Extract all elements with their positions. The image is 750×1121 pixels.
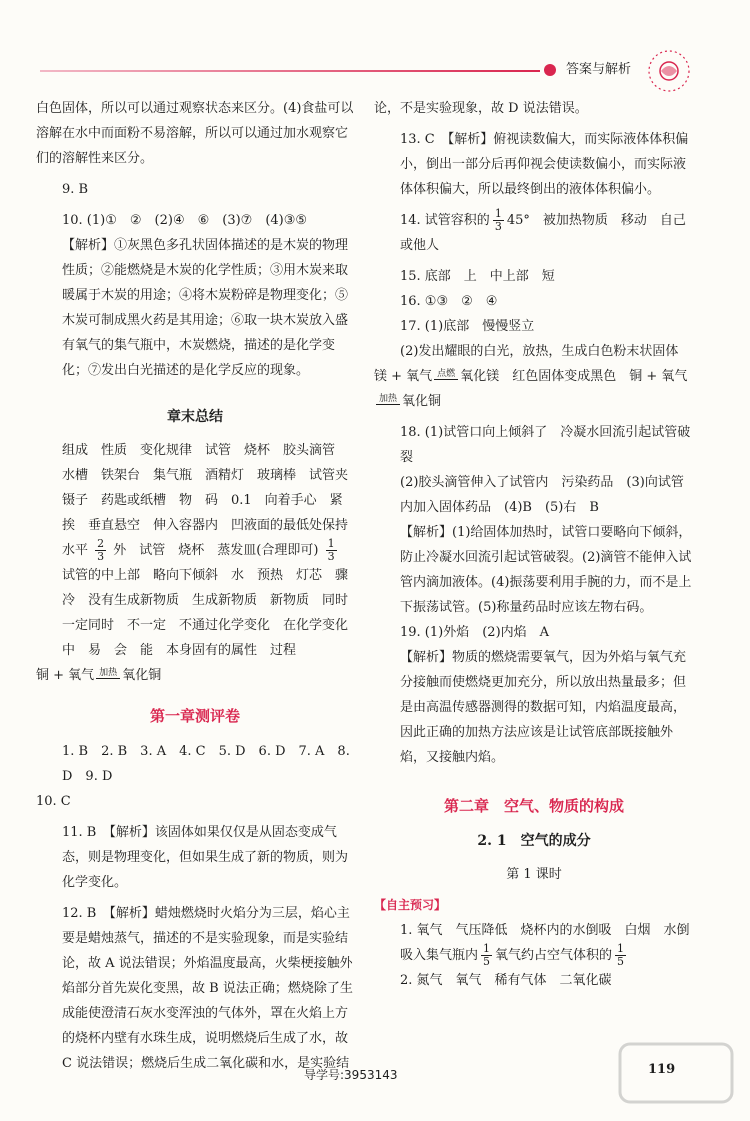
answer-q17-1: 17. (1)底部 慢慢竖立 (400, 319, 535, 334)
explanation-tag: 【解析】 (62, 238, 115, 253)
preview-tag: 【自主预习】 (374, 898, 447, 912)
word-equations-q17: 镁 + 氧气 点燃 氧化镁 红色固体变成黑色 铜 + 氧气 加热 氧化铜 (374, 369, 688, 409)
test-q10: 10. C (36, 794, 71, 809)
left-column (36, 96, 362, 1076)
section-heading: 2. 1 空气的成分 (477, 833, 591, 849)
preview-q2: 2. 氮气 氧气 稀有气体 二氧化碳 (400, 973, 612, 988)
answer-q18-2: (2)胶头滴管伸入了试管内 污染药品 (3)向试管内加入固体药品 (4)B (5)右 B (400, 475, 684, 515)
answer-q17-2: (2)发出耀眼的白光，放热，生成白色粉末状固体 (400, 344, 679, 359)
answer-q9: 9. B (62, 182, 89, 197)
answer-q10: 10. (1)① ② (2)④ ⑥ (3)⑦ (4)③⑤ (62, 213, 308, 228)
preview-q1: 1. 氧气 气压降低 烧杯内的水倒吸 白烟 水倒吸入集气瓶内 $\frac{1}{5}$ 氧气约占空气体积的 $\frac{1}{5}$ (400, 923, 690, 968)
fraction: $\frac{1}{5}$ (483, 942, 491, 968)
page-number: 119 (648, 1062, 676, 1077)
explanation-text: ①灰黑色多孔状固体描述的是木炭的物理性质；②能燃烧是木炭的化学性质；③用木炭来取暖属于木炭的用途；④将木炭粉碎是物理变化；⑤木炭可制成黑火药是其用途；⑥取一块木炭放入盛有氧气的集气瓶中，木炭燃烧，描述的是化学变化；⑦发出白光描述的是化学反应的现象。 (62, 238, 349, 378)
answer-q16: 16. ①③ ② ④ (400, 294, 498, 309)
fraction: $\frac{2}{3}$ (97, 537, 105, 563)
fraction: $\frac{1}{5}$ (617, 942, 625, 968)
continued-text: 论，不是实验现象，故 D 说法错误。 (374, 101, 588, 116)
explanation-q18: 【解析】(1)给固体加热时，试管口要略向下倾斜，防止冷凝水回流引起试管破裂。(2)滴管不能伸入试管内滴加液体。(4)振荡要利用手腕的力，而不是上下振荡试管。(5)称量药品时应该左物右码。 (400, 525, 692, 615)
answer-q15: 15. 底部 上 中上部 短 (400, 269, 555, 284)
word-equation: 铜 + 氧气 加热 氧化铜 (36, 668, 162, 683)
header-rule (40, 70, 540, 72)
fraction: $\frac{1}{3}$ (327, 537, 335, 563)
section-heading-test: 第一章测评卷 (149, 707, 240, 725)
answer-q13: 13. C 【解析】俯视读数偏大，而实际液体体积偏小，倒出一部分后再仰视会使读数偏小，而实际液体体积偏大，所以最终倒出的液体体积偏小。 (400, 132, 689, 197)
reaction-arrow: 点燃 (434, 369, 458, 384)
header-title: 答案与解析 (566, 62, 632, 77)
header-bullet-dot (544, 64, 556, 76)
fraction: $\frac{1}{3}$ (494, 207, 502, 233)
footer-id: 导学号:3953143 (304, 1068, 398, 1082)
explanation-q19: 【解析】物质的燃烧需要氧气，因为外焰与氧气充分接触而使燃烧更加充分，所以放出热量最多；但是由高温传感器测得的数据可知，内焰温度最高，因此正确的加热方法应该是让试管底部既接触外焰，又接触内焰。 (400, 650, 687, 765)
answer-q19: 19. (1)外焰 (2)内焰 A (400, 625, 550, 640)
test-mc-answers: 1. B 2. B 3. A 4. C 5. D 6. D 7. A 8. D 9. D (62, 744, 350, 784)
summary-text-part2: 外 试管 烧杯 蒸发皿(合理即可) (113, 543, 319, 558)
reaction-arrow: 加热 (96, 668, 120, 683)
summary-text (36, 438, 362, 663)
watermark-logo-icon (616, 1038, 736, 1108)
answer-q14: 14. 试管容积的 $\frac{1}{3}$ 45° 被加热物质 移动 自己或他人 (400, 207, 686, 253)
chapter-heading: 第二章 空气、物质的构成 (443, 797, 624, 815)
test-q12: 12. B 【解析】蜡烛燃烧时火焰分为三层，焰心主要是蜡烛蒸气，描述的不是实验现象，而是实验结论，故 A 说法错误；外焰温度最高，火柴梗接触外焰部分首先炭化变黑，故 B 说法正确；燃烧除了生成能使澄清石灰水变浑浊的气体外，罩在火焰上方的烧杯内壁有水珠生成，说明燃烧后生成了水，故 C 说法错误；燃烧后生成二氧化碳和水，是实验结 (62, 906, 353, 1071)
summary-text-part3: 试管的中上部 略向下倾斜 水 预热 灯芯 骤冷 没有生成新物质 生成新物质 新物质 同时 一定同时 不一定 不通过化学变化 在化学变化中 易 会 能 本身固有的属性 过程 (62, 568, 362, 658)
right-column (374, 96, 694, 993)
answer-paragraph: 白色固体，所以可以通过观察状态来区分。(4)食盐可以溶解在水中而面粉不易溶解，所以可以通过加水观察它们的溶解性来区分。 (36, 101, 354, 166)
answer-q18-1: 18. (1)试管口向上倾斜了 冷凝水回流引起试管破裂 (400, 425, 691, 465)
explanation-q10 (36, 233, 354, 383)
decorative-logo-icon (646, 48, 692, 94)
lesson-heading: 第 1 课时 (506, 867, 562, 882)
reaction-arrow: 加热 (376, 394, 400, 409)
test-q11: 11. B 【解析】该固体如果仅仅是从固态变成气态，则是物理变化，但如果生成了新的物质，则为化学变化。 (62, 825, 349, 890)
section-heading-summary: 章末总结 (167, 409, 223, 425)
summary-text-part1: 组成 性质 变化规律 试管 烧杯 胶头滴管 水槽 铁架台 集气瓶 酒精灯 玻璃棒 试管夹 镊子 药匙或纸槽 物 码 0.1 向着手心 紧挨 垂直悬空 伸入容器内 凹液面的最低处保持水平 (62, 443, 362, 558)
